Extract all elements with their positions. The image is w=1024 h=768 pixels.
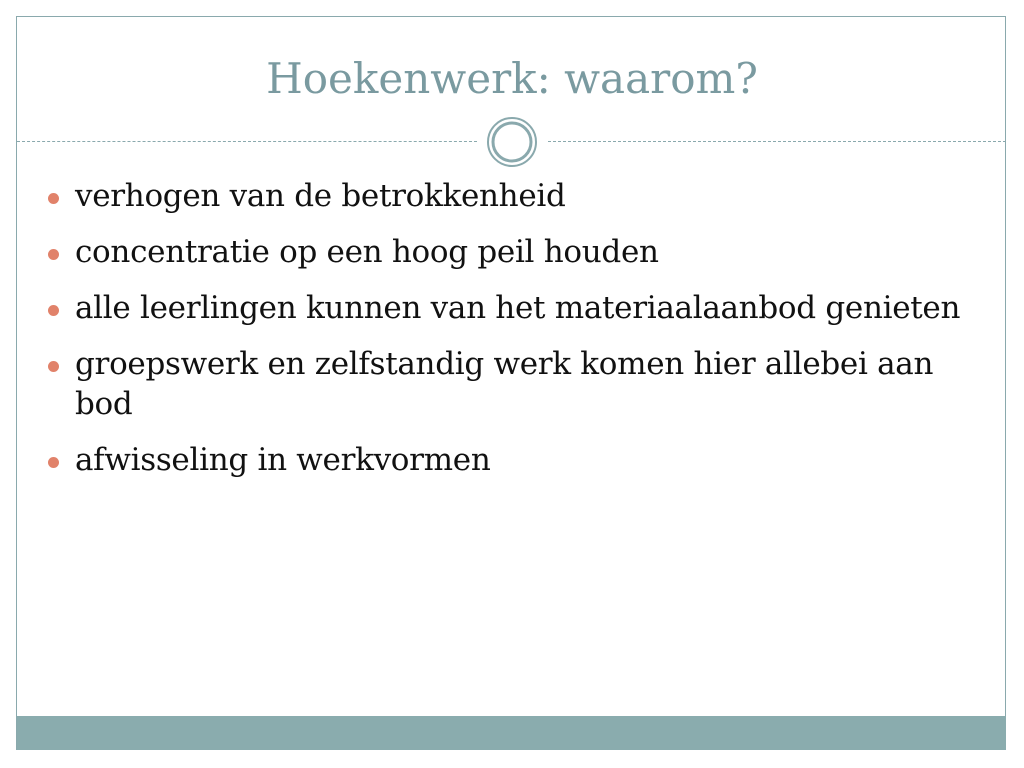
bullet-item (48, 288, 978, 328)
title-divider-right (548, 141, 1006, 142)
bullet-item (48, 176, 978, 216)
bullet-item (48, 232, 978, 272)
round-bullet-icon (48, 361, 59, 372)
bullet-list (48, 176, 978, 496)
round-bullet-icon (48, 457, 59, 468)
bullet-text: alle leerlingen kunnen van het materiaalaanbod genieten (75, 290, 961, 326)
round-bullet-icon (48, 305, 59, 316)
double-ring-circle-icon (485, 115, 539, 169)
bullet-text: verhogen van de betrokkenheid (75, 178, 566, 214)
round-bullet-icon (48, 249, 59, 260)
footer-accent-bar (17, 716, 1006, 750)
title-divider-left (17, 141, 477, 142)
round-bullet-icon (48, 193, 59, 204)
bullet-item (48, 440, 978, 480)
bullet-item (48, 344, 978, 424)
bullet-text: concentratie op een hoog peil houden (75, 234, 659, 270)
bullet-text: groepswerk en zelfstandig werk komen hier allebei aan bod (75, 346, 934, 422)
slide-title: Hoekenwerk: waarom? (266, 54, 758, 103)
bullet-text: afwisseling in werkvormen (75, 442, 491, 478)
